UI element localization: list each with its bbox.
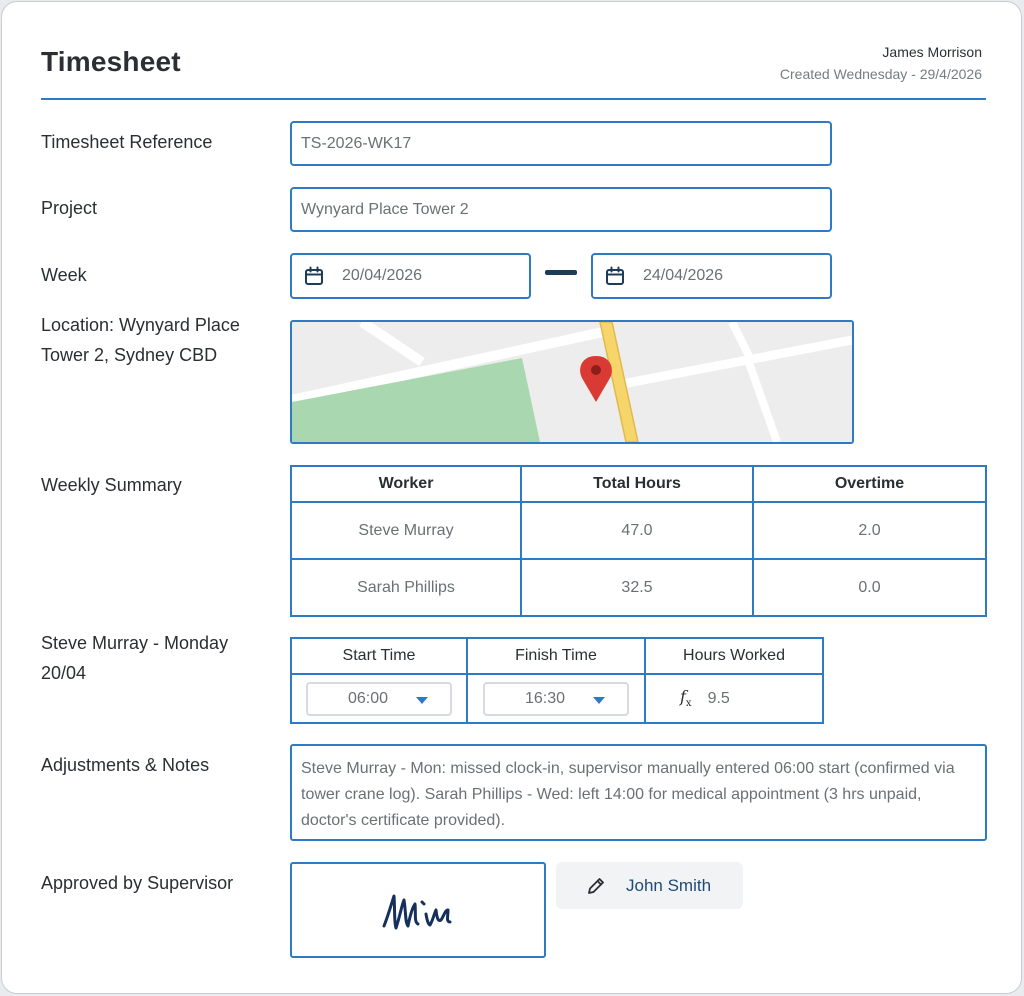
week-start-field[interactable] bbox=[290, 253, 531, 299]
column-header-worker: Worker bbox=[291, 466, 521, 502]
created-date: Created Wednesday - 29/4/2026 bbox=[779, 66, 982, 82]
week-label: Week bbox=[41, 265, 87, 285]
map-graphic bbox=[292, 322, 852, 442]
finish-time-value: 16:30 bbox=[524, 689, 566, 707]
day-entry-table bbox=[290, 637, 824, 724]
pencil-icon bbox=[586, 876, 606, 896]
column-header-total-hours: Total Hours bbox=[521, 466, 753, 502]
total-hours-cell: 47.0 bbox=[521, 502, 753, 559]
worker-cell: Steve Murray bbox=[291, 502, 521, 559]
week-end-value: 24/04/2026 bbox=[643, 267, 724, 284]
reference-value: TS-2026-WK17 bbox=[301, 134, 412, 152]
table-row bbox=[291, 559, 986, 616]
week-end-field[interactable] bbox=[591, 253, 832, 299]
location-label-line2: Tower 2, Sydney CBD bbox=[41, 345, 218, 365]
reference-label: Timesheet Reference bbox=[41, 132, 213, 152]
project-value: Wynyard Place Tower 2 bbox=[301, 200, 469, 218]
start-time-value: 06:00 bbox=[347, 689, 389, 707]
week-start-value: 20/04/2026 bbox=[342, 267, 423, 284]
chevron-down-icon bbox=[593, 697, 605, 704]
hours-worked-cell bbox=[645, 674, 823, 723]
hours-worked-formula bbox=[646, 687, 822, 709]
signature-image bbox=[378, 880, 458, 940]
overtime-cell: 0.0 bbox=[753, 559, 986, 616]
header-divider bbox=[41, 98, 986, 100]
author-name: James Morrison bbox=[882, 44, 982, 60]
chevron-down-icon bbox=[416, 697, 428, 704]
column-header-start-time: Start Time bbox=[291, 638, 467, 674]
table-row bbox=[291, 674, 823, 723]
signer-button[interactable] bbox=[556, 862, 743, 909]
start-time-cell bbox=[291, 674, 467, 723]
function-icon: $f_x$ bbox=[680, 687, 692, 710]
worker-cell: Sarah Phillips bbox=[291, 559, 521, 616]
location-label-line1: Location: Wynyard Place bbox=[41, 315, 240, 335]
start-time-select[interactable] bbox=[306, 682, 452, 716]
calendar-icon bbox=[605, 266, 625, 286]
table-row bbox=[291, 502, 986, 559]
timesheet-card bbox=[1, 1, 1022, 994]
date-range-dash bbox=[545, 270, 577, 275]
total-hours-cell: 32.5 bbox=[521, 559, 753, 616]
column-header-finish-time: Finish Time bbox=[467, 638, 645, 674]
column-header-hours-worked: Hours Worked bbox=[645, 638, 823, 674]
signature-box[interactable] bbox=[290, 862, 546, 958]
signer-name: John Smith bbox=[626, 875, 712, 895]
project-field[interactable] bbox=[290, 187, 832, 232]
column-header-overtime: Overtime bbox=[753, 466, 986, 502]
summary-label: Weekly Summary bbox=[41, 475, 182, 495]
weekly-summary-table bbox=[290, 465, 987, 617]
overtime-cell: 2.0 bbox=[753, 502, 986, 559]
day-entry-label-line2: 20/04 bbox=[41, 663, 87, 683]
project-label: Project bbox=[41, 198, 98, 218]
finish-time-cell bbox=[467, 674, 645, 723]
hours-worked-value: 9.5 bbox=[707, 689, 730, 707]
notes-textarea[interactable]: Steve Murray - Mon: missed clock-in, supervisor manually entered 06:00 start (confirmed via tower crane log). Sarah Phillips - Wed: left 14:00 for medical appointment (3 hrs unpaid, doctor's certificate provided). bbox=[290, 744, 987, 841]
approval-label: Approved by Supervisor bbox=[41, 873, 234, 893]
notes-label: Adjustments & Notes bbox=[41, 755, 210, 775]
location-map[interactable] bbox=[290, 320, 854, 444]
page-title: Timesheet bbox=[41, 46, 181, 77]
day-entry-label-line1: Steve Murray - Monday bbox=[41, 633, 229, 653]
reference-field[interactable] bbox=[290, 121, 832, 166]
calendar-icon bbox=[304, 266, 324, 286]
finish-time-select[interactable] bbox=[483, 682, 629, 716]
